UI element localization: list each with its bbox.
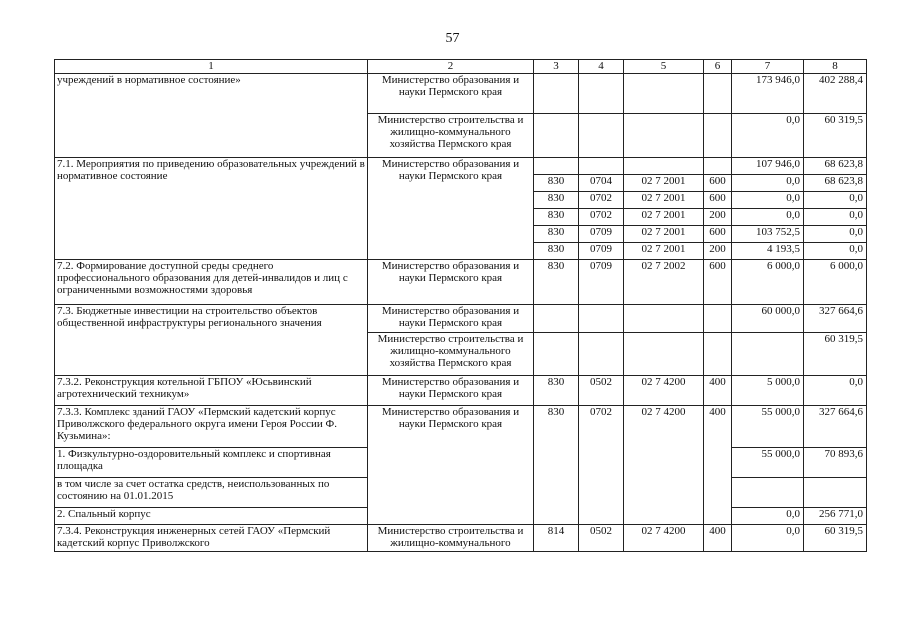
cell-col8: 0,0 [804, 226, 867, 243]
cell-col7: 0,0 [732, 508, 804, 525]
cell-col5: 02 7 2001 [624, 175, 704, 192]
row-department: Министерство образования и науки Пермского края [368, 376, 534, 406]
cell-col3: 830 [534, 209, 579, 226]
cell-col3: 830 [534, 226, 579, 243]
table-row [55, 260, 867, 305]
cell-col7: 6 000,0 [732, 260, 804, 305]
cell-col7 [732, 333, 804, 376]
row-description: 7.3.3. Комплекс зданий ГАОУ «Пермский кадетский корпус Приволжского федерального округа имени Героя России Ф. Кузьмина»: [55, 406, 368, 448]
cell-col5 [624, 74, 704, 114]
cell-col3: 830 [534, 376, 579, 406]
cell-col7: 5 000,0 [732, 376, 804, 406]
cell-col4: 0502 [579, 376, 624, 406]
cell-col4: 0702 [579, 209, 624, 226]
cell-col6: 200 [704, 243, 732, 260]
row-description: в том числе за счет остатка средств, неиспользованных по состоянию на 01.01.2015 [55, 478, 368, 508]
cell-col7: 55 000,0 [732, 406, 804, 448]
header-cell: 7 [732, 60, 804, 74]
row-description: 7.3.2. Реконструкция котельной ГБПОУ «Юсьвинский агротехнический техникум» [55, 376, 368, 406]
table-row [55, 158, 867, 175]
cell-col6: 600 [704, 226, 732, 243]
cell-col8: 402 288,4 [804, 74, 867, 114]
cell-col7: 0,0 [732, 192, 804, 209]
table-row [55, 333, 867, 376]
cell-col8: 0,0 [804, 376, 867, 406]
cell-col6: 200 [704, 209, 732, 226]
row-department: Министерство строительства и жилищно-коммунального хозяйства Пермского края [368, 114, 534, 158]
cell-col3: 830 [534, 192, 579, 209]
cell-col5: 02 7 4200 [624, 525, 704, 552]
cell-col6 [704, 114, 732, 158]
cell-col5: 02 7 2001 [624, 243, 704, 260]
cell-col5: 02 7 2001 [624, 209, 704, 226]
row-description: 7.3. Бюджетные инвестиции на строительство объектов общественной инфраструктуры регионального значения [55, 305, 368, 333]
cell-col7: 4 193,5 [732, 243, 804, 260]
cell-col8: 70 893,6 [804, 448, 867, 478]
header-cell: 5 [624, 60, 704, 74]
header-cell: 2 [368, 60, 534, 74]
cell-col4 [579, 114, 624, 158]
cell-col3 [534, 333, 579, 376]
cell-col5: 02 7 4200 [624, 376, 704, 406]
cell-col5 [624, 158, 704, 175]
cell-col4: 0704 [579, 175, 624, 192]
cell-col8: 327 664,6 [804, 305, 867, 333]
cell-col3: 830 [534, 243, 579, 260]
budget-table [54, 59, 867, 552]
cell-col5: 02 7 2001 [624, 192, 704, 209]
cell-col4 [579, 333, 624, 376]
cell-col5 [624, 305, 704, 333]
header-cell: 1 [55, 60, 368, 74]
cell-col3: 814 [534, 525, 579, 552]
cell-col7: 0,0 [732, 525, 804, 552]
cell-col6: 600 [704, 192, 732, 209]
cell-col3 [534, 158, 579, 175]
cell-col8: 256 771,0 [804, 508, 867, 525]
row-description: 1. Физкультурно-оздоровительный комплекс и спортивная площадка [55, 448, 368, 478]
cell-col4: 0709 [579, 260, 624, 305]
cell-col8: 0,0 [804, 209, 867, 226]
cell-col6 [704, 305, 732, 333]
cell-col4 [579, 158, 624, 175]
row-description [55, 114, 368, 158]
cell-col6: 400 [704, 376, 732, 406]
header-cell: 4 [579, 60, 624, 74]
cell-col3 [534, 74, 579, 114]
cell-col8: 0,0 [804, 243, 867, 260]
cell-col4: 0709 [579, 226, 624, 243]
row-description: 7.3.4. Реконструкция инженерных сетей ГАОУ «Пермский кадетский корпус Приволжского [55, 525, 368, 552]
cell-col8: 60 319,5 [804, 333, 867, 376]
row-description: 7.1. Мероприятия по приведению образовательных учреждений в нормативное состояние [55, 158, 368, 260]
cell-col7: 0,0 [732, 114, 804, 158]
cell-col4: 0502 [579, 525, 624, 552]
cell-col7 [732, 478, 804, 508]
cell-col6: 600 [704, 175, 732, 192]
cell-col8 [804, 478, 867, 508]
table-row [55, 525, 867, 552]
row-department: Министерство образования и науки Пермского края [368, 305, 534, 333]
cell-col8: 6 000,0 [804, 260, 867, 305]
cell-col7: 55 000,0 [732, 448, 804, 478]
table-row [55, 305, 867, 333]
row-description: 7.2. Формирование доступной среды среднего профессионального образования для детей-инвалидов и лиц с ограниченными возможностями здоровья [55, 260, 368, 305]
row-description: учреждений в нормативное состояние» [55, 74, 368, 114]
row-department: Министерство образования и науки Пермского края [368, 406, 534, 525]
cell-col6: 400 [704, 406, 732, 525]
cell-col7: 0,0 [732, 175, 804, 192]
cell-col3: 830 [534, 260, 579, 305]
cell-col3: 830 [534, 406, 579, 525]
cell-col5 [624, 114, 704, 158]
cell-col3 [534, 114, 579, 158]
cell-col8: 60 319,5 [804, 525, 867, 552]
row-description: 2. Спальный корпус [55, 508, 368, 525]
row-department: Министерство строительства и жилищно-коммунального хозяйства Пермского края [368, 333, 534, 376]
table-row [55, 376, 867, 406]
cell-col8: 327 664,6 [804, 406, 867, 448]
row-department: Министерство образования и науки Пермского края [368, 74, 534, 114]
table-row [55, 114, 867, 158]
cell-col8: 68 623,8 [804, 158, 867, 175]
cell-col8: 60 319,5 [804, 114, 867, 158]
row-description [55, 333, 368, 376]
cell-col4: 0702 [579, 192, 624, 209]
cell-col4: 0702 [579, 406, 624, 525]
cell-col6 [704, 158, 732, 175]
cell-col4: 0709 [579, 243, 624, 260]
cell-col6: 600 [704, 260, 732, 305]
cell-col3 [534, 305, 579, 333]
cell-col4 [579, 74, 624, 114]
cell-col6: 400 [704, 525, 732, 552]
cell-col8: 68 623,8 [804, 175, 867, 192]
cell-col6 [704, 333, 732, 376]
cell-col4 [579, 305, 624, 333]
cell-col7: 60 000,0 [732, 305, 804, 333]
cell-col5: 02 7 2002 [624, 260, 704, 305]
cell-col8: 0,0 [804, 192, 867, 209]
table-row [55, 74, 867, 114]
cell-col7: 173 946,0 [732, 74, 804, 114]
row-department: Министерство образования и науки Пермского края [368, 260, 534, 305]
cell-col3: 830 [534, 175, 579, 192]
cell-col5: 02 7 2001 [624, 226, 704, 243]
header-cell: 6 [704, 60, 732, 74]
cell-col7: 0,0 [732, 209, 804, 226]
row-department: Министерство образования и науки Пермского края [368, 158, 534, 260]
header-cell: 3 [534, 60, 579, 74]
row-department: Министерство строительства и жилищно-коммунального [368, 525, 534, 552]
cell-col7: 107 946,0 [732, 158, 804, 175]
page-number: 57 [445, 31, 460, 46]
cell-col7: 103 752,5 [732, 226, 804, 243]
table-row [55, 406, 867, 448]
cell-col6 [704, 74, 732, 114]
header-cell: 8 [804, 60, 867, 74]
cell-col5 [624, 333, 704, 376]
cell-col5: 02 7 4200 [624, 406, 704, 525]
header-row [55, 60, 867, 74]
